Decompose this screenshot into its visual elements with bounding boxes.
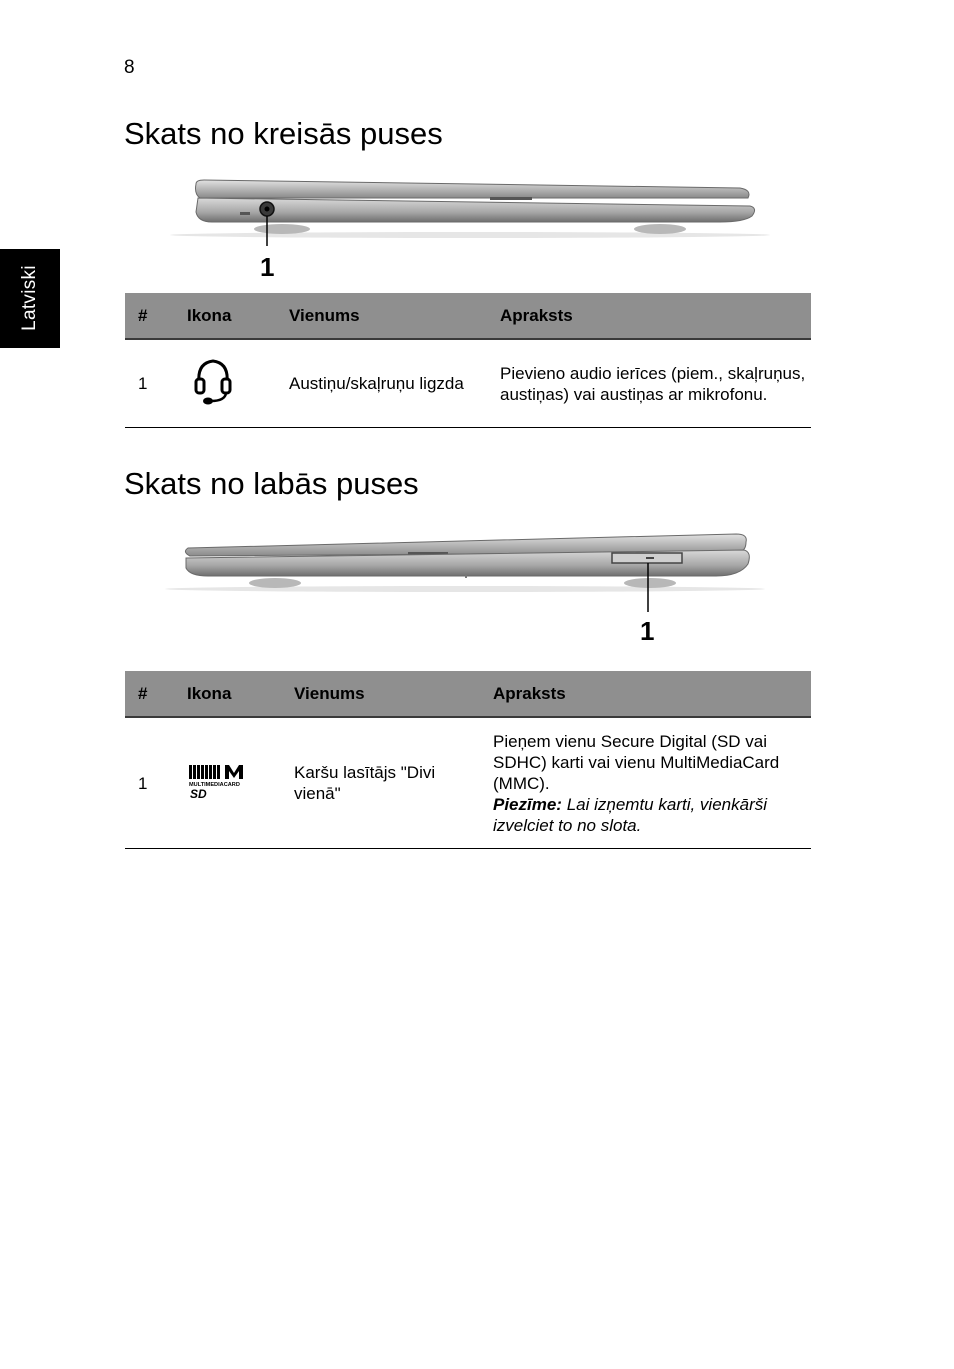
col-item-header: Vienums (276, 293, 487, 339)
row-item: Austiņu/skaļruņu ligzda (276, 339, 487, 428)
note-text: Lai izņemtu karti, vienkārši izvelciet to no slota. (493, 794, 768, 835)
row-icon (174, 717, 281, 849)
col-description-header: Apraksts (487, 293, 811, 339)
card-reader-icon (187, 761, 251, 806)
row-item: Karšu lasītājs "Divi vienā" (281, 717, 480, 849)
table-header-row (125, 293, 811, 339)
sd-logo-text: SD (190, 786, 207, 801)
page-number: 8 (124, 57, 135, 78)
left-ports-table (125, 293, 811, 428)
table-header-row (125, 671, 811, 717)
col-number-header: # (125, 671, 174, 717)
col-icon-header: Ikona (174, 671, 281, 717)
row-number: 1 (125, 339, 174, 428)
col-number-header: # (125, 293, 174, 339)
right-ports-table (125, 671, 811, 849)
left-callout-number: 1 (260, 252, 275, 282)
row-icon (174, 339, 276, 428)
laptop-left-side-illustration (160, 172, 780, 284)
row-description-cell (480, 717, 811, 849)
col-description-header: Apraksts (480, 671, 811, 717)
language-tab-label: Latviski (19, 265, 40, 331)
multimediacard-logo-text: MULTIMEDIACARD (189, 781, 240, 788)
laptop-right-side-illustration (160, 526, 780, 650)
table-row (125, 717, 811, 849)
col-item-header: Vienums (281, 671, 480, 717)
right-view-title: Skats no labās puses (124, 466, 419, 501)
headset-icon (187, 355, 239, 412)
language-tab (0, 249, 60, 348)
row-number: 1 (125, 717, 174, 849)
table-row (125, 339, 811, 428)
left-view-title: Skats no kreisās puses (124, 116, 443, 151)
row-description: Pievieno audio ierīces (piem., skaļruņus, austiņas) vai austiņas ar mikrofonu. (487, 339, 811, 428)
row-description: Pieņem vienu Secure Digital (SD vai SDHC) karti vai vienu MultiMediaCard (MMC). (493, 731, 780, 793)
right-callout-number: 1 (640, 616, 655, 646)
col-icon-header: Ikona (174, 293, 276, 339)
note-label: Piezīme: (493, 794, 562, 814)
row-note (493, 794, 811, 836)
